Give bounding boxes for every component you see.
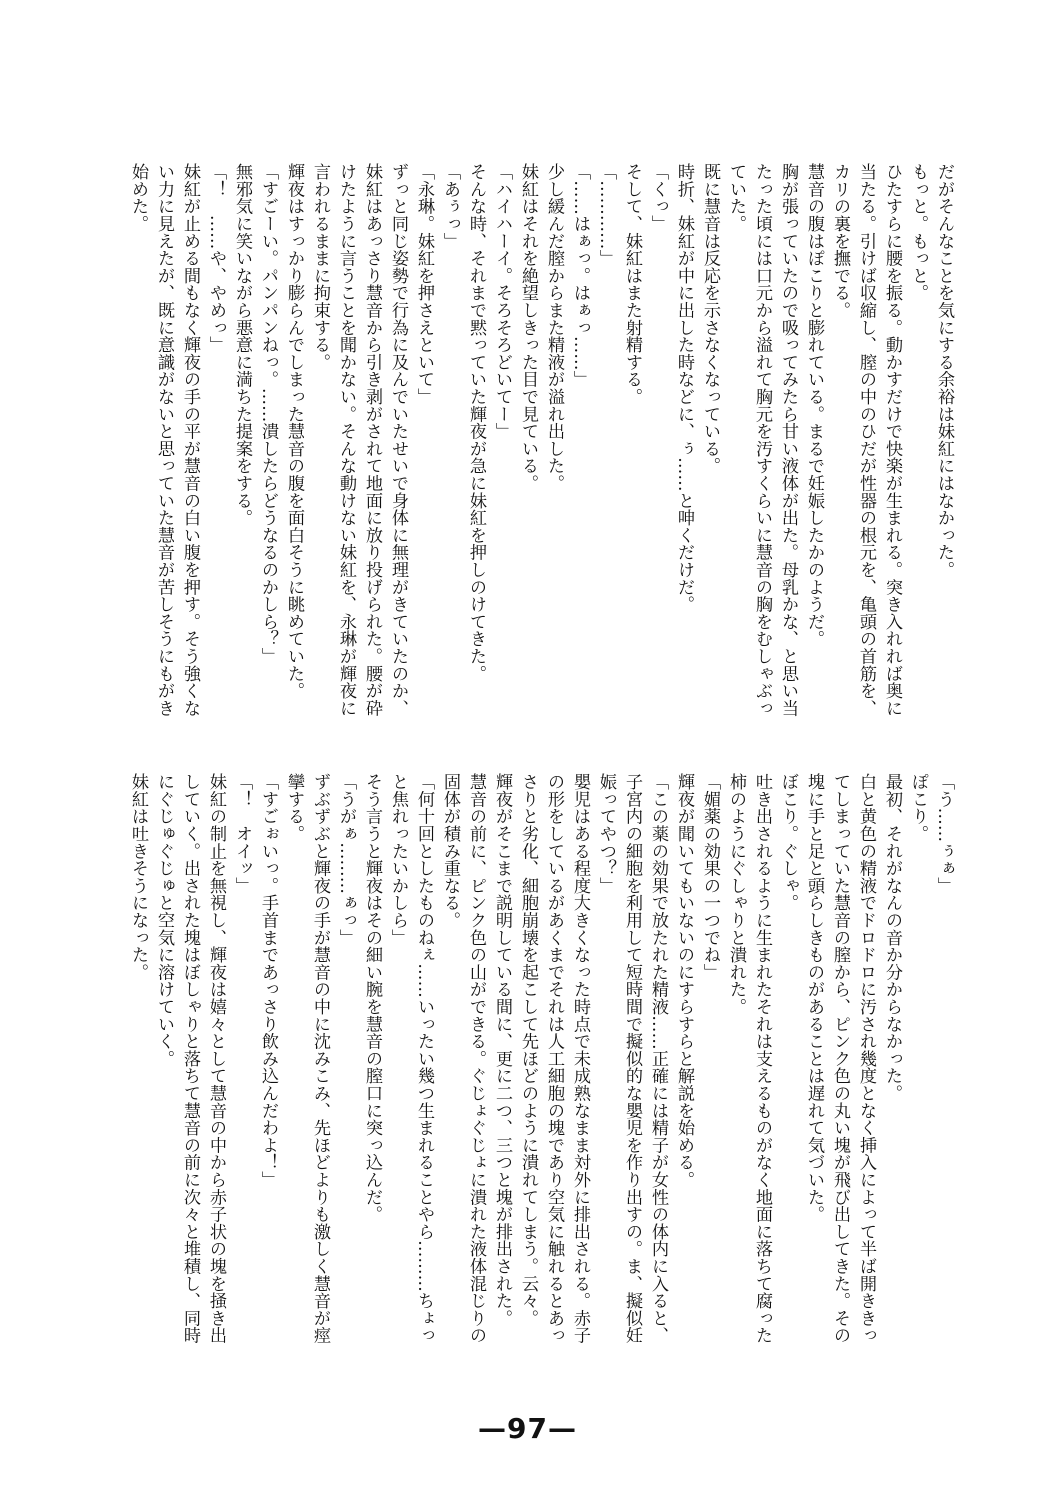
paragraph: ぽこり。 (908, 773, 928, 843)
paragraph: 少し緩んだ膣からまた精液が溢れ出した。 (544, 163, 564, 492)
paragraph: 「……はぁっ。はぁっ……」 (570, 163, 590, 388)
paragraph: そう言うと輝夜はその細い腕を慧音の膣口に突っ込んだ。 (362, 773, 382, 1223)
paragraph: もっと。もっと。 (908, 163, 928, 302)
text-block-upper (125, 163, 957, 723)
paragraph: だがそんなことを気にする余裕は妹紅にはなかった。 (934, 163, 954, 579)
paragraph: 「すごーい。パンパンねっ。……潰したらどうなるのかしら？」 (258, 163, 278, 665)
paragraph: 既に慧音は反応を示さなくなっている。 (700, 163, 720, 475)
page-number: —97— (478, 1412, 577, 1445)
paragraph: 吐き出されるように生まれたそれは支えるものがなく地面に落ちて腐った柿のようにぐしゃりと潰れた。 (726, 773, 772, 1344)
paragraph: 「媚薬の効果の一つでね」 (700, 773, 720, 981)
paragraph: 「！ オイッ」 (232, 773, 252, 895)
paragraph: ぼこり。ぐしゃ。 (778, 773, 798, 912)
paragraph: 輝夜が聞いてもいないのにすらすらと解説を始める。 (674, 773, 694, 1189)
paragraph: そして、妹紅はまた射精する。 (622, 163, 642, 406)
paragraph: 胸が張っていたので吸ってみたら甘い液体が出た。母乳かな、と思い当たった頃には口元から溢れて胸元を汚すくらいに慧音の胸をむしゃぶっていた。 (726, 163, 798, 717)
paragraph: 妹紅が止める間もなく輝夜の手の平が慧音の白い腹を押す。そう強くない力に見えたが、既に意識がないと思っていた慧音が苦しそうにもがき始めた。 (128, 163, 200, 717)
text-block-lower (125, 773, 957, 1348)
paragraph: ずぶずぶと輝夜の手が慧音の中に沈みこみ、先ほどよりも激しく慧音が痙攣する。 (284, 773, 330, 1344)
paragraph: 「ハイハーイ。そろそろどいてー」 (492, 163, 512, 440)
paragraph: 「すごぉいっ。手首まであっさり飲み込んだわよ！」 (258, 773, 278, 1189)
paragraph: 「う……ぅぁ」 (934, 773, 954, 895)
paragraph: 慧音の腹はぽこりと膨れている。まるで妊娠したかのようだ。 (804, 163, 824, 648)
paragraph: 「くっ」 (648, 163, 668, 233)
paragraph: ひたすらに腰を振る。動かすだけで快楽が生まれる。突き入れれば奥に当たる。引けば収縮し、膣の中のひだが性器の根元を、亀頭の首筋を、カリの裏を撫でる。 (830, 163, 902, 717)
paragraph: 無邪気に笑いながら悪意に満ちた提案をする。 (232, 163, 252, 527)
paragraph: 妹紅の制止を無視し、輝夜は嬉々として慧音の中から赤子状の塊を掻き出していく。出された塊はぼしゃりと落ちて慧音の前に次々と堆積し、同時にぐじゅぐじゅと空気に溶けていく。 (154, 773, 226, 1344)
paragraph: 「永琳。妹紅を押さえといて」 (414, 163, 434, 406)
paragraph: 「！ ……や、やめっ」 (206, 163, 226, 354)
paragraph: 嬰児はある程度大きくなった時点で未成熟なまま対外に排出される。赤子の形をしているがあくまでそれは人工細胞の塊であり空気に触れるとあっさりと劣化、細胞崩壊を起こして先ほどのように潰れてしまう。云々。 (518, 773, 590, 1344)
paragraph: そんな時、それまで黙っていた輝夜が急に妹紅を押しのけてきた。 (466, 163, 486, 682)
paragraph: 「あぅっ」 (440, 163, 460, 250)
paragraph: ずっと同じ姿勢で行為に及んでいたせいで身体に無理がきていたのか、妹紅はあっさり慧音から引き剥がされて地面に放り投げられた。腰が砕けたように言うことを聞かない。そんな動けない妹紅を、永琳が輝夜に言われるままに拘束する。 (310, 163, 408, 717)
paragraph: 輝夜がそこまで説明している間に、更に二つ、三つと塊が排出された。 (492, 773, 512, 1327)
paragraph: 白と黄色の精液でドロドロに汚され幾度となく挿入によって半ば開ききってしまっていた慧音の膣から、ピンク色の丸い塊が飛び出してきた。その塊に手と足と頭らしきものがあることは遅れて気づいた。 (804, 773, 876, 1344)
paragraph: 「何十回としたものねぇ……いったい幾つ生まれることやら………ちょっと焦れったいかしら」 (388, 773, 434, 1344)
paragraph: 妹紅はそれを絶望しきった目で見ている。 (518, 163, 538, 492)
paragraph: 「この薬の効果で放たれた精液……正確には精子が女性の体内に入ると、子宮内の細胞を利用して短時間で擬似的な嬰児を作り出すの。ま、擬似妊娠ってやつ？」 (596, 773, 668, 1344)
paragraph: 輝夜はすっかり膨らんでしまった慧音の腹を面白そうに眺めていた。 (284, 163, 304, 700)
paragraph: 「…………」 (596, 163, 616, 267)
paragraph: 「うがぁ………ぁっ」 (336, 773, 356, 946)
paragraph: 最初、それがなんの音か分からなかった。 (882, 773, 902, 1102)
paragraph: 時折、妹紅が中に出した時などに、ぅ……と呻くだけだ。 (674, 163, 694, 613)
paragraph: 慧音の前に、ピンク色の山ができる。ぐじょぐじょに潰れた液体混じりの固体が積み重なる。 (440, 773, 486, 1344)
paragraph: 妹紅は吐きそうになった。 (128, 773, 148, 981)
